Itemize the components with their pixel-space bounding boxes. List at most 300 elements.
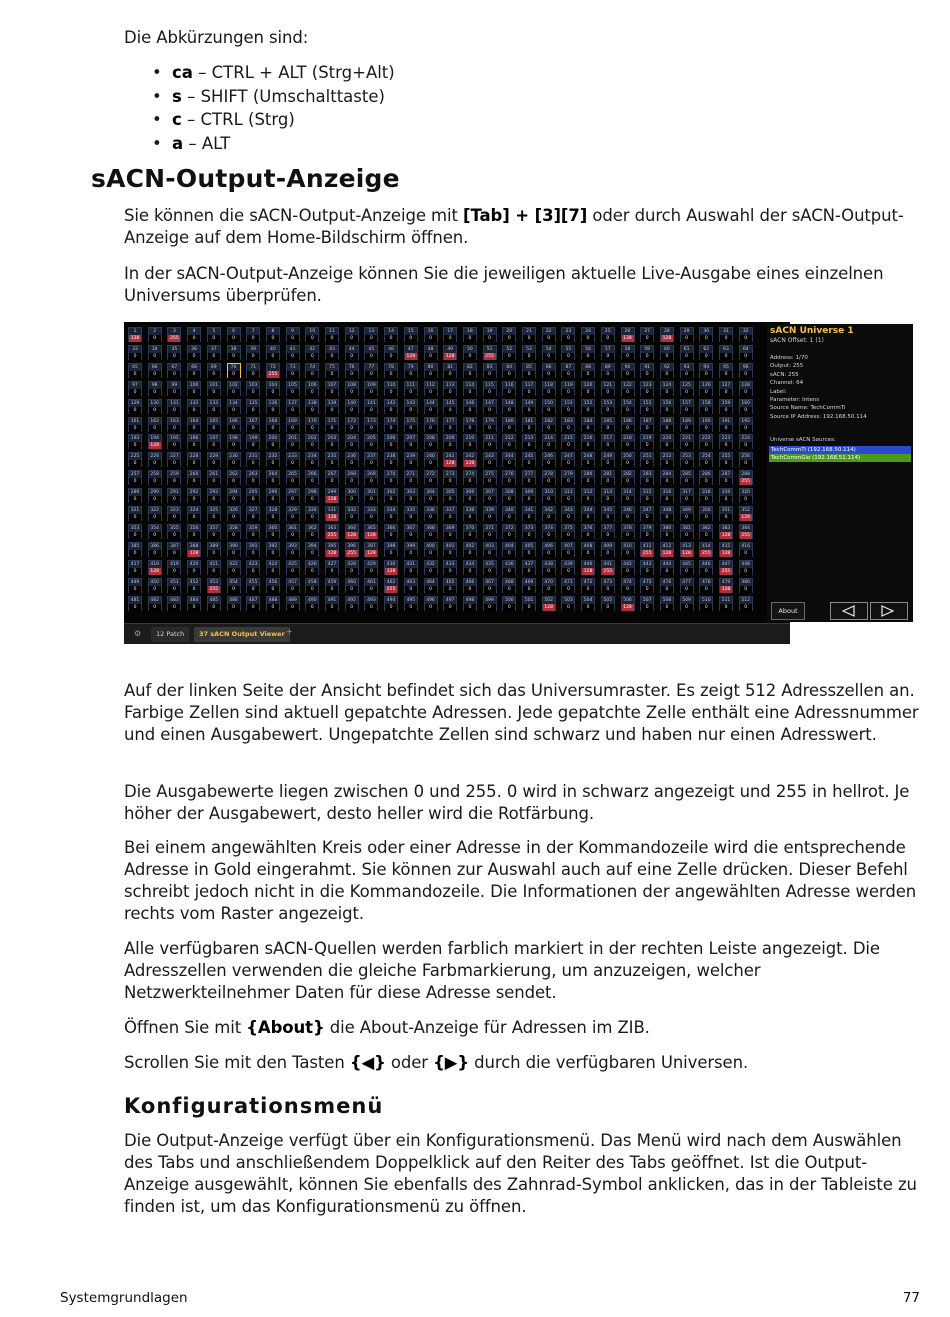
address-cell[interactable] <box>404 399 418 414</box>
address-cell[interactable] <box>404 452 418 467</box>
address-cell[interactable] <box>561 470 575 485</box>
address-cell[interactable] <box>640 381 654 396</box>
address-cell[interactable] <box>167 470 181 485</box>
address-cell[interactable] <box>128 578 142 593</box>
address-cell[interactable] <box>719 542 733 557</box>
address-cell[interactable] <box>227 542 241 557</box>
address-cell[interactable] <box>325 345 339 360</box>
address-cell[interactable] <box>621 345 635 360</box>
address-cell[interactable] <box>443 381 457 396</box>
address-cell[interactable] <box>384 381 398 396</box>
address-cell[interactable] <box>601 560 615 575</box>
address-cell[interactable] <box>424 345 438 360</box>
address-cell[interactable] <box>640 578 654 593</box>
address-cell[interactable] <box>739 524 753 539</box>
address-cell[interactable] <box>207 578 221 593</box>
address-cell[interactable] <box>739 434 753 449</box>
address-cell[interactable] <box>384 452 398 467</box>
address-cell[interactable] <box>660 417 674 432</box>
address-cell[interactable] <box>502 327 516 342</box>
address-cell[interactable] <box>128 381 142 396</box>
address-cell[interactable] <box>286 578 300 593</box>
address-cell[interactable] <box>581 327 595 342</box>
address-cell[interactable] <box>187 470 201 485</box>
address-cell[interactable] <box>463 578 477 593</box>
address-cell[interactable] <box>187 506 201 521</box>
address-cell[interactable] <box>719 434 733 449</box>
address-cell[interactable] <box>404 345 418 360</box>
address-cell[interactable] <box>502 399 516 414</box>
address-cell[interactable] <box>640 452 654 467</box>
address-cell[interactable] <box>522 381 536 396</box>
address-cell[interactable] <box>404 363 418 378</box>
address-cell[interactable] <box>187 381 201 396</box>
address-cell[interactable] <box>581 399 595 414</box>
address-cell[interactable] <box>561 417 575 432</box>
address-cell[interactable] <box>601 381 615 396</box>
address-cell[interactable] <box>364 327 378 342</box>
address-cell[interactable] <box>266 506 280 521</box>
address-cell[interactable] <box>246 542 260 557</box>
address-cell[interactable] <box>187 560 201 575</box>
address-cell[interactable] <box>581 596 595 611</box>
address-cell[interactable] <box>286 542 300 557</box>
address-cell[interactable] <box>621 542 635 557</box>
address-cell[interactable] <box>227 524 241 539</box>
address-cell[interactable] <box>699 381 713 396</box>
address-cell[interactable] <box>305 506 319 521</box>
address-cell[interactable] <box>601 399 615 414</box>
address-cell[interactable] <box>345 363 359 378</box>
address-cell[interactable] <box>364 345 378 360</box>
address-cell[interactable] <box>680 506 694 521</box>
address-cell[interactable] <box>561 399 575 414</box>
address-cell[interactable] <box>739 452 753 467</box>
address-cell[interactable] <box>443 524 457 539</box>
address-cell[interactable] <box>266 434 280 449</box>
address-cell[interactable] <box>345 417 359 432</box>
address-cell[interactable] <box>404 596 418 611</box>
next-universe-button[interactable] <box>870 602 908 620</box>
address-cell[interactable] <box>542 363 556 378</box>
address-cell[interactable] <box>325 542 339 557</box>
address-cell[interactable] <box>404 560 418 575</box>
address-cell[interactable] <box>384 596 398 611</box>
address-cell[interactable] <box>227 452 241 467</box>
address-cell[interactable] <box>463 363 477 378</box>
address-cell[interactable] <box>699 452 713 467</box>
address-cell[interactable] <box>561 381 575 396</box>
address-cell[interactable] <box>286 345 300 360</box>
address-cell[interactable] <box>167 345 181 360</box>
address-cell[interactable] <box>305 434 319 449</box>
address-cell[interactable] <box>680 560 694 575</box>
address-cell[interactable] <box>167 434 181 449</box>
address-cell[interactable] <box>680 363 694 378</box>
address-cell[interactable] <box>719 381 733 396</box>
address-cell[interactable] <box>187 327 201 342</box>
address-cell[interactable] <box>522 560 536 575</box>
address-cell[interactable] <box>719 363 733 378</box>
address-cell[interactable] <box>719 345 733 360</box>
address-cell[interactable] <box>601 578 615 593</box>
address-cell[interactable] <box>424 488 438 503</box>
address-cell[interactable] <box>325 434 339 449</box>
address-cell[interactable] <box>699 345 713 360</box>
address-cell[interactable] <box>266 596 280 611</box>
address-cell[interactable] <box>286 452 300 467</box>
address-cell[interactable] <box>502 452 516 467</box>
address-cell[interactable] <box>640 542 654 557</box>
address-cell[interactable] <box>660 542 674 557</box>
address-cell[interactable] <box>187 452 201 467</box>
address-cell[interactable] <box>719 578 733 593</box>
address-cell[interactable] <box>345 399 359 414</box>
address-cell[interactable] <box>286 596 300 611</box>
address-cell[interactable] <box>424 542 438 557</box>
address-cell[interactable] <box>246 345 260 360</box>
address-cell[interactable] <box>325 596 339 611</box>
address-cell[interactable] <box>424 327 438 342</box>
address-cell[interactable] <box>483 596 497 611</box>
address-cell[interactable] <box>621 578 635 593</box>
address-cell[interactable] <box>699 417 713 432</box>
address-cell[interactable] <box>286 363 300 378</box>
address-cell[interactable] <box>542 417 556 432</box>
address-cell[interactable] <box>739 488 753 503</box>
address-cell[interactable] <box>325 578 339 593</box>
address-cell[interactable] <box>246 434 260 449</box>
address-cell[interactable] <box>424 452 438 467</box>
address-cell[interactable] <box>286 399 300 414</box>
address-cell[interactable] <box>680 399 694 414</box>
address-cell[interactable] <box>246 560 260 575</box>
address-cell[interactable] <box>266 327 280 342</box>
address-cell[interactable] <box>680 381 694 396</box>
address-cell[interactable] <box>128 417 142 432</box>
address-cell[interactable] <box>384 506 398 521</box>
address-cell[interactable] <box>502 434 516 449</box>
address-cell[interactable] <box>128 399 142 414</box>
address-cell[interactable] <box>246 417 260 432</box>
address-cell[interactable] <box>128 560 142 575</box>
address-cell[interactable] <box>345 506 359 521</box>
address-cell[interactable] <box>266 560 280 575</box>
address-cell[interactable] <box>266 542 280 557</box>
address-cell[interactable] <box>581 542 595 557</box>
address-cell[interactable] <box>246 578 260 593</box>
address-cell[interactable] <box>345 345 359 360</box>
address-cell[interactable] <box>561 506 575 521</box>
address-cell[interactable] <box>227 363 241 378</box>
address-cell[interactable] <box>561 345 575 360</box>
address-cell[interactable] <box>207 560 221 575</box>
address-cell[interactable] <box>621 417 635 432</box>
address-cell[interactable] <box>660 434 674 449</box>
address-cell[interactable] <box>660 560 674 575</box>
address-cell[interactable] <box>640 363 654 378</box>
address-cell[interactable] <box>325 417 339 432</box>
address-cell[interactable] <box>364 470 378 485</box>
address-cell[interactable] <box>463 596 477 611</box>
address-cell[interactable] <box>286 560 300 575</box>
address-cell[interactable] <box>266 452 280 467</box>
address-cell[interactable] <box>148 578 162 593</box>
address-cell[interactable] <box>522 578 536 593</box>
address-cell[interactable] <box>483 488 497 503</box>
address-cell[interactable] <box>463 381 477 396</box>
address-cell[interactable] <box>443 417 457 432</box>
address-cell[interactable] <box>345 434 359 449</box>
address-cell[interactable] <box>640 399 654 414</box>
address-cell[interactable] <box>561 363 575 378</box>
address-cell[interactable] <box>680 434 694 449</box>
address-cell[interactable] <box>364 542 378 557</box>
address-cell[interactable] <box>207 470 221 485</box>
address-cell[interactable] <box>621 470 635 485</box>
tab-sacn-output-viewer[interactable]: 37 sACN Output Viewer <box>194 627 290 642</box>
address-cell[interactable] <box>364 434 378 449</box>
address-cell[interactable] <box>305 596 319 611</box>
address-cell[interactable] <box>325 524 339 539</box>
address-cell[interactable] <box>187 345 201 360</box>
address-cell[interactable] <box>246 399 260 414</box>
address-cell[interactable] <box>364 381 378 396</box>
address-cell[interactable] <box>542 542 556 557</box>
address-cell[interactable] <box>246 327 260 342</box>
address-cell[interactable] <box>719 327 733 342</box>
address-cell[interactable] <box>522 399 536 414</box>
address-cell[interactable] <box>680 542 694 557</box>
address-cell[interactable] <box>404 506 418 521</box>
address-cell[interactable] <box>345 488 359 503</box>
address-cell[interactable] <box>621 399 635 414</box>
address-cell[interactable] <box>621 434 635 449</box>
address-cell[interactable] <box>207 381 221 396</box>
address-cell[interactable] <box>542 452 556 467</box>
address-cell[interactable] <box>325 488 339 503</box>
address-cell[interactable] <box>581 506 595 521</box>
address-cell[interactable] <box>286 506 300 521</box>
address-cell[interactable] <box>227 470 241 485</box>
address-cell[interactable] <box>522 470 536 485</box>
address-cell[interactable] <box>128 488 142 503</box>
address-cell[interactable] <box>404 542 418 557</box>
address-cell[interactable] <box>561 327 575 342</box>
address-cell[interactable] <box>207 434 221 449</box>
address-cell[interactable] <box>621 596 635 611</box>
address-cell[interactable] <box>640 327 654 342</box>
address-cell[interactable] <box>148 381 162 396</box>
address-cell[interactable] <box>463 327 477 342</box>
address-cell[interactable] <box>719 524 733 539</box>
address-cell[interactable] <box>502 417 516 432</box>
address-cell[interactable] <box>443 596 457 611</box>
address-cell[interactable] <box>502 470 516 485</box>
address-cell[interactable] <box>128 596 142 611</box>
address-cell[interactable] <box>246 488 260 503</box>
address-cell[interactable] <box>601 596 615 611</box>
address-cell[interactable] <box>739 578 753 593</box>
address-cell[interactable] <box>364 596 378 611</box>
address-cell[interactable] <box>542 506 556 521</box>
address-cell[interactable] <box>266 381 280 396</box>
address-cell[interactable] <box>502 345 516 360</box>
address-cell[interactable] <box>404 578 418 593</box>
address-cell[interactable] <box>660 578 674 593</box>
address-cell[interactable] <box>699 524 713 539</box>
address-cell[interactable] <box>502 506 516 521</box>
tab-patch[interactable]: 12 Patch <box>151 627 189 642</box>
address-cell[interactable] <box>207 399 221 414</box>
address-cell[interactable] <box>345 452 359 467</box>
address-cell[interactable] <box>502 542 516 557</box>
address-cell[interactable] <box>286 524 300 539</box>
address-cell[interactable] <box>148 417 162 432</box>
address-cell[interactable] <box>404 524 418 539</box>
address-cell[interactable] <box>739 560 753 575</box>
address-cell[interactable] <box>424 470 438 485</box>
address-cell[interactable] <box>581 417 595 432</box>
address-cell[interactable] <box>404 327 418 342</box>
address-cell[interactable] <box>621 363 635 378</box>
address-cell[interactable] <box>128 470 142 485</box>
address-cell[interactable] <box>542 524 556 539</box>
address-cell[interactable] <box>207 363 221 378</box>
address-cell[interactable] <box>660 470 674 485</box>
address-cell[interactable] <box>581 470 595 485</box>
address-cell[interactable] <box>601 488 615 503</box>
address-cell[interactable] <box>187 399 201 414</box>
address-cell[interactable] <box>424 596 438 611</box>
address-cell[interactable] <box>581 488 595 503</box>
address-cell[interactable] <box>207 327 221 342</box>
address-cell[interactable] <box>483 345 497 360</box>
address-cell[interactable] <box>739 542 753 557</box>
address-cell[interactable] <box>660 488 674 503</box>
address-cell[interactable] <box>443 399 457 414</box>
address-cell[interactable] <box>601 363 615 378</box>
address-cell[interactable] <box>128 542 142 557</box>
address-cell[interactable] <box>680 524 694 539</box>
address-cell[interactable] <box>660 363 674 378</box>
address-cell[interactable] <box>266 399 280 414</box>
address-cell[interactable] <box>148 596 162 611</box>
address-cell[interactable] <box>246 596 260 611</box>
address-cell[interactable] <box>207 417 221 432</box>
address-cell[interactable] <box>739 381 753 396</box>
address-cell[interactable] <box>384 399 398 414</box>
address-cell[interactable] <box>227 434 241 449</box>
address-cell[interactable] <box>542 327 556 342</box>
address-cell[interactable] <box>246 470 260 485</box>
address-cell[interactable] <box>227 488 241 503</box>
address-cell[interactable] <box>424 524 438 539</box>
address-cell[interactable] <box>325 470 339 485</box>
address-cell[interactable] <box>148 452 162 467</box>
address-cell[interactable] <box>148 470 162 485</box>
address-cell[interactable] <box>345 578 359 593</box>
address-cell[interactable] <box>719 560 733 575</box>
address-cell[interactable] <box>581 524 595 539</box>
address-cell[interactable] <box>443 506 457 521</box>
address-cell[interactable] <box>581 434 595 449</box>
address-cell[interactable] <box>561 560 575 575</box>
address-cell[interactable] <box>207 506 221 521</box>
address-cell[interactable] <box>325 381 339 396</box>
address-cell[interactable] <box>660 345 674 360</box>
address-cell[interactable] <box>739 363 753 378</box>
address-cell[interactable] <box>463 542 477 557</box>
address-cell[interactable] <box>739 417 753 432</box>
address-cell[interactable] <box>148 524 162 539</box>
address-cell[interactable] <box>404 417 418 432</box>
address-cell[interactable] <box>601 452 615 467</box>
address-cell[interactable] <box>699 488 713 503</box>
address-cell[interactable] <box>404 434 418 449</box>
address-cell[interactable] <box>148 434 162 449</box>
address-cell[interactable] <box>522 345 536 360</box>
address-cell[interactable] <box>128 524 142 539</box>
address-cell[interactable] <box>463 488 477 503</box>
address-cell[interactable] <box>640 596 654 611</box>
address-cell[interactable] <box>522 596 536 611</box>
add-tab-button[interactable]: + <box>286 627 293 636</box>
address-cell[interactable] <box>167 363 181 378</box>
address-cell[interactable] <box>404 488 418 503</box>
address-cell[interactable] <box>305 542 319 557</box>
address-cell[interactable] <box>561 596 575 611</box>
address-cell[interactable] <box>542 470 556 485</box>
address-cell[interactable] <box>522 488 536 503</box>
address-cell[interactable] <box>522 417 536 432</box>
address-cell[interactable] <box>187 434 201 449</box>
address-cell[interactable] <box>167 452 181 467</box>
address-cell[interactable] <box>483 452 497 467</box>
address-cell[interactable] <box>463 417 477 432</box>
address-cell[interactable] <box>286 434 300 449</box>
source-item[interactable]: TechCommTi (192.168.50.114) <box>769 446 911 454</box>
address-cell[interactable] <box>305 327 319 342</box>
address-cell[interactable] <box>640 434 654 449</box>
address-cell[interactable] <box>483 560 497 575</box>
address-cell[interactable] <box>483 506 497 521</box>
address-cell[interactable] <box>128 434 142 449</box>
address-cell[interactable] <box>542 381 556 396</box>
address-cell[interactable] <box>522 434 536 449</box>
address-cell[interactable] <box>305 578 319 593</box>
address-cell[interactable] <box>384 578 398 593</box>
address-cell[interactable] <box>601 345 615 360</box>
address-cell[interactable] <box>227 578 241 593</box>
address-cell[interactable] <box>207 524 221 539</box>
address-cell[interactable] <box>266 488 280 503</box>
address-cell[interactable] <box>719 452 733 467</box>
address-cell[interactable] <box>128 363 142 378</box>
address-cell[interactable] <box>502 596 516 611</box>
address-cell[interactable] <box>305 417 319 432</box>
address-cell[interactable] <box>719 506 733 521</box>
address-cell[interactable] <box>345 381 359 396</box>
address-cell[interactable] <box>345 470 359 485</box>
address-cell[interactable] <box>364 578 378 593</box>
gear-icon[interactable]: ⚙ <box>134 629 142 638</box>
address-cell[interactable] <box>443 363 457 378</box>
address-cell[interactable] <box>246 452 260 467</box>
address-cell[interactable] <box>384 434 398 449</box>
address-cell[interactable] <box>522 506 536 521</box>
address-cell[interactable] <box>167 488 181 503</box>
